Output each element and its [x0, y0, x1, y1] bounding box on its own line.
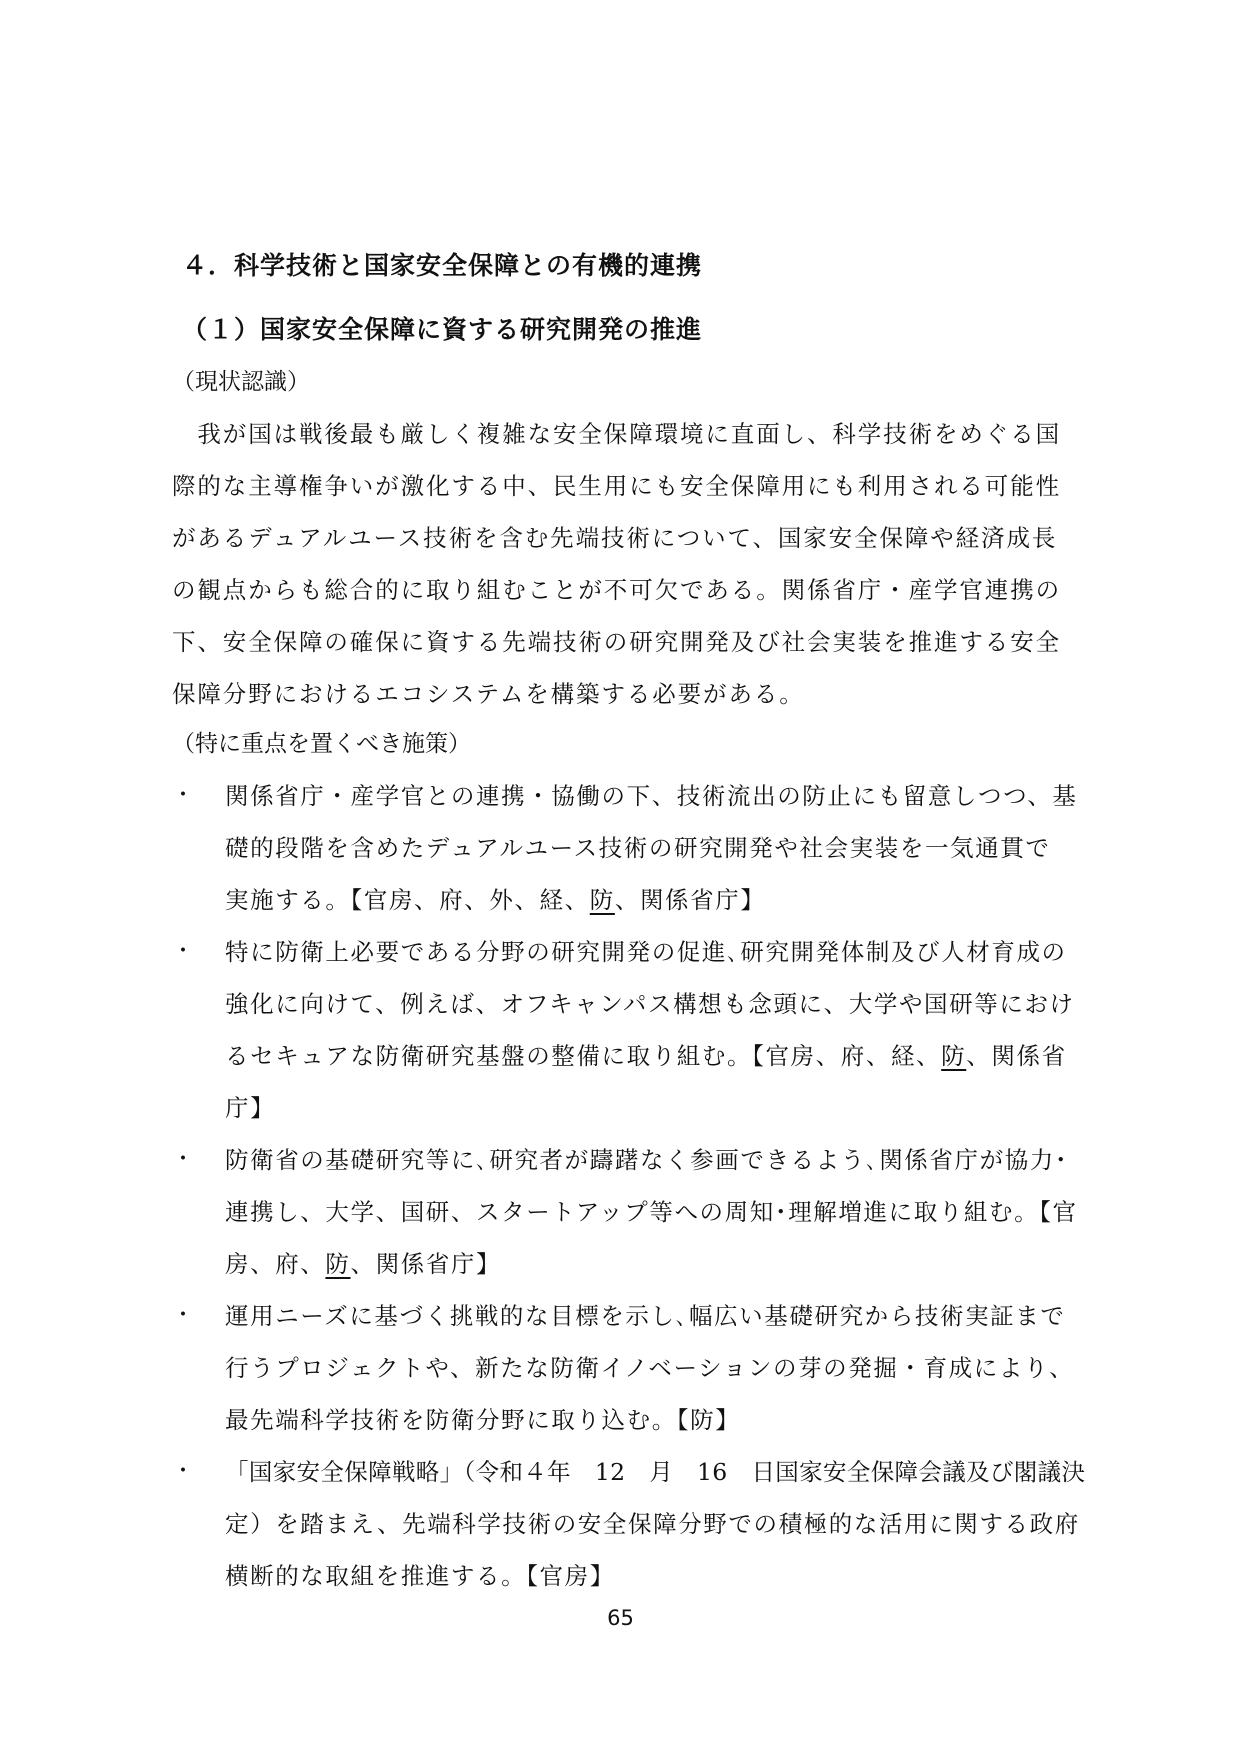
underlined-ministry: 防 — [325, 1250, 351, 1278]
list-item-line: 関係省庁・産学官との連携・協働の下、技術流出の防止にも留意しつつ、基 — [225, 782, 1078, 810]
bullet-marker: ・ — [172, 1459, 195, 1484]
line-text: 実施する。【官房、府、外、経、 — [225, 886, 590, 914]
paragraph-line: の観点からも総合的に取り組むことが不可欠である。関係省庁・産学官連携の — [172, 576, 1061, 604]
bullet-marker: ・ — [172, 1147, 195, 1172]
list-item-line — [225, 1246, 501, 1282]
sub-heading: （１）国家安全保障に資する研究開発の推進 — [182, 315, 703, 344]
underlined-ministry: 防 — [941, 1042, 967, 1070]
list-item-line: 行うプロジェクトや、新たな防衛イノベーションの芽の発掘・育成により、 — [225, 1354, 1075, 1382]
list-item-line — [225, 1038, 1067, 1074]
line-text: 、関係省 — [966, 1042, 1067, 1070]
line-text: 、関係省庁】 — [350, 1250, 502, 1278]
section-heading: ４．科学技術と国家安全保障との有機的連携 — [182, 251, 703, 280]
paragraph-line: 下、安全保障の確保に資する先端技術の研究開発及び社会実装を推進する安全 — [172, 628, 1061, 656]
list-item-line: 定）を踏まえ、先端科学技術の安全保障分野での積極的な活用に関する政府 — [225, 1510, 1080, 1538]
list-item-line: 運用ニーズに基づく挑戦的な目標を示し､幅広い基礎研究から技術実証まで — [225, 1302, 1066, 1330]
priority-measures-label: （特に重点を置くべき施策） — [172, 731, 471, 757]
list-item-line: 横断的な取組を推進する。【官房】 — [225, 1562, 615, 1590]
list-item-line: 特に防衛上必要である分野の研究開発の促進､研究開発体制及び人材育成の — [225, 938, 1067, 966]
list-item-line: 「国家安全保障戦略」（令和４年 12 月 16 日国家安全保障会議及び閣議決 — [225, 1458, 1086, 1486]
paragraph-line: 我が国は戦後最も厳しく複雑な安全保障環境に直面し、科学技術をめぐる国 — [172, 420, 1061, 448]
list-item-line: 礎的段階を含めたデュアルユース技術の研究開発や社会実装を一気通貫で — [225, 834, 1051, 862]
list-item-line: 防衛省の基礎研究等に､研究者が躊躇なく参画できるよう､関係省庁が協力･ — [225, 1146, 1069, 1174]
paragraph-line: 際的な主導権争いが激化する中、民生用にも安全保障用にも利用される可能性 — [172, 472, 1061, 500]
list-item-line: 最先端科学技術を防衛分野に取り込む。【防】 — [225, 1406, 741, 1434]
paragraph-line: 保障分野におけるエコシステムを構築する必要がある。 — [172, 680, 805, 708]
list-item-line — [225, 882, 765, 918]
page-number: 65 — [607, 1606, 634, 1630]
list-item-line: 庁】 — [225, 1094, 276, 1122]
paragraph-line: があるデュアルユース技術を含む先端技術について、国家安全保障や経済成長 — [172, 524, 1058, 552]
line-text: 房、府、 — [225, 1250, 326, 1278]
current-status-label: （現状認識） — [172, 369, 310, 395]
list-item-line: 連携し、大学、国研、スタートアップ等への周知･理解増進に取り組む｡【官 — [225, 1198, 1078, 1226]
underlined-ministry: 防 — [589, 886, 615, 914]
line-text: るセキュアな防衛研究基盤の整備に取り組む。【官房、府、経、 — [225, 1042, 942, 1070]
bullet-marker: ・ — [172, 783, 195, 808]
list-item-line: 強化に向けて、例えば、オフキャンパス構想も念頭に、大学や国研等におけ — [225, 990, 1075, 1018]
bullet-marker: ・ — [172, 939, 195, 964]
bullet-marker: ・ — [172, 1303, 195, 1328]
line-text: 、関係省庁】 — [614, 886, 766, 914]
